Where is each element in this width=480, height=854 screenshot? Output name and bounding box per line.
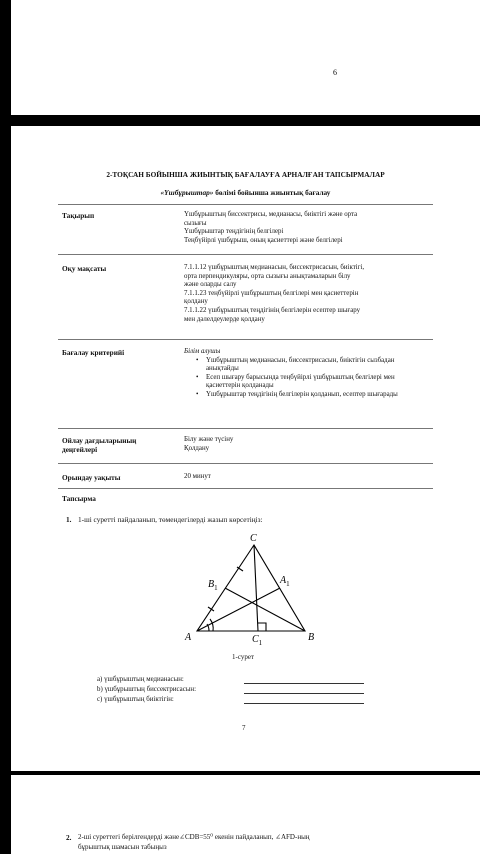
figure-caption: 1-сурет bbox=[232, 653, 255, 661]
subtitle-rest: бөлімі бойынша жиынтық бағалау bbox=[213, 188, 331, 197]
label-c: C bbox=[250, 533, 257, 544]
topic-line: Теңбүйірлі үшбұрыш, оның қасиеттері және белгілері bbox=[184, 236, 343, 244]
levels-line: Қолдану bbox=[184, 444, 210, 452]
task1-number: 1. bbox=[66, 515, 72, 524]
task2-number: 2. bbox=[66, 833, 72, 842]
table-rule bbox=[58, 428, 433, 429]
label-a: A bbox=[185, 632, 192, 643]
page-fragment-top bbox=[11, 0, 480, 115]
criteria-list bbox=[184, 357, 414, 400]
angle-arc bbox=[210, 619, 213, 631]
answer-line[interactable] bbox=[244, 683, 364, 684]
label-b1: $B_1$ bbox=[208, 579, 218, 592]
answer-line[interactable] bbox=[244, 693, 364, 694]
levels-label-line: деңгейлері bbox=[62, 445, 98, 454]
label-a1: $A_1$ bbox=[280, 575, 290, 588]
levels-label-line: Ойлау дағдыларының bbox=[62, 436, 137, 445]
height-cc1 bbox=[254, 545, 258, 631]
topic-line: Үшбұрыштар теңдігінің белгілері bbox=[184, 228, 284, 236]
table-rule bbox=[58, 488, 433, 489]
document-page bbox=[11, 126, 480, 771]
answer-line[interactable] bbox=[244, 703, 364, 704]
label-b: B bbox=[308, 632, 315, 643]
row-label-criteria: Бағалау критерийі bbox=[62, 348, 125, 357]
goal-line: және оларды салу bbox=[184, 281, 237, 289]
row-label-time: Орындау уақыты bbox=[62, 473, 121, 482]
goal-line: 7.1.1.23 теңбүйірлі үшбұрыштың белгілері мен қасиеттерін bbox=[184, 289, 359, 297]
triangle-figure bbox=[171, 531, 331, 646]
criteria-item: • Үшбұрыштың медианасын, биссектрисасын, биіктігін сызбадан анықтайды bbox=[206, 357, 414, 374]
bisector-aa1 bbox=[197, 588, 280, 631]
answer-prompt: b) үшбұрыштың биссектрисасын: bbox=[97, 686, 197, 693]
page-number: 7 bbox=[242, 724, 246, 732]
goal-line: 7.1.1.12 үшбұрыштың медианасын, биссектрисасын, биіктігі, bbox=[184, 264, 365, 271]
answer-prompt: c) үшбұрыштың биіктігін: bbox=[97, 696, 174, 703]
table-rule bbox=[58, 339, 433, 340]
goal-line: орта перпендикуляры, орта сызығы анықтамаларын білу bbox=[184, 272, 351, 280]
goal-line: қолдану bbox=[184, 298, 208, 306]
row-value-time: 20 минут bbox=[184, 473, 211, 480]
median-bb1 bbox=[225, 588, 305, 631]
row-label-topic: Тақырып bbox=[62, 211, 95, 220]
page-subtitle bbox=[11, 188, 480, 197]
goal-line: 7.1.1.22 үшбұрыштың теңдігінің белгілерін есептер шығару bbox=[184, 306, 361, 314]
label-c1: $C_1$ bbox=[252, 634, 263, 646]
page-number: 6 bbox=[333, 68, 337, 77]
criteria-lead: Білім алушы bbox=[184, 348, 221, 355]
task2-text-line: 2-ші суреттегі берілгендерді және∠CDB=55⁰ екенін пайдаланып, ∠AFD-ның bbox=[78, 833, 310, 841]
task1-text: 1-ші суретті пайдаланып, төмендегілерді жазып көрсетіңіз: bbox=[78, 515, 263, 524]
task2-text-line: бұрыштық шамасын табыңыз bbox=[78, 843, 167, 851]
criteria-item: • Үшбұрыштар теңдігінің белгілерін қолданып, есептер шығарады bbox=[206, 391, 414, 400]
row-value-levels bbox=[184, 436, 429, 453]
levels-line: Білу және түсіну bbox=[184, 436, 234, 443]
row-label-levels bbox=[62, 436, 136, 454]
goal-line: мен дәлелдеулерде қолдану bbox=[184, 315, 265, 323]
topic-line: Үшбұрыштың биссектрисы, медианасы, биіктігі және орта bbox=[184, 211, 358, 218]
row-value-criteria bbox=[184, 348, 414, 400]
page-fragment-bottom bbox=[11, 775, 480, 854]
page-title: 2-ТОҚСАН БОЙЫНША ЖИЫНТЫҚ БАҒАЛАУҒА АРНАЛҒАН ТАПСЫРМАЛАР bbox=[106, 170, 385, 179]
table-rule bbox=[58, 204, 433, 205]
row-value-goals bbox=[184, 264, 429, 324]
subtitle-quoted: «Үшбұрыштар» bbox=[160, 188, 214, 197]
topic-line: сызығы bbox=[184, 219, 207, 227]
table-rule bbox=[58, 463, 433, 464]
row-label-goals: Оқу мақсаты bbox=[62, 264, 107, 273]
row-value-topic bbox=[184, 211, 429, 245]
criteria-item: • Есеп шығару барысында теңбүйірлі үшбұрыштың белгілері мен қасиеттерін қолданады bbox=[206, 374, 414, 391]
answer-prompt: a) үшбұрыштың медианасын: bbox=[97, 676, 184, 683]
right-angle-mark bbox=[258, 623, 266, 631]
table-rule bbox=[58, 254, 433, 255]
task-heading: Тапсырма bbox=[62, 494, 96, 503]
